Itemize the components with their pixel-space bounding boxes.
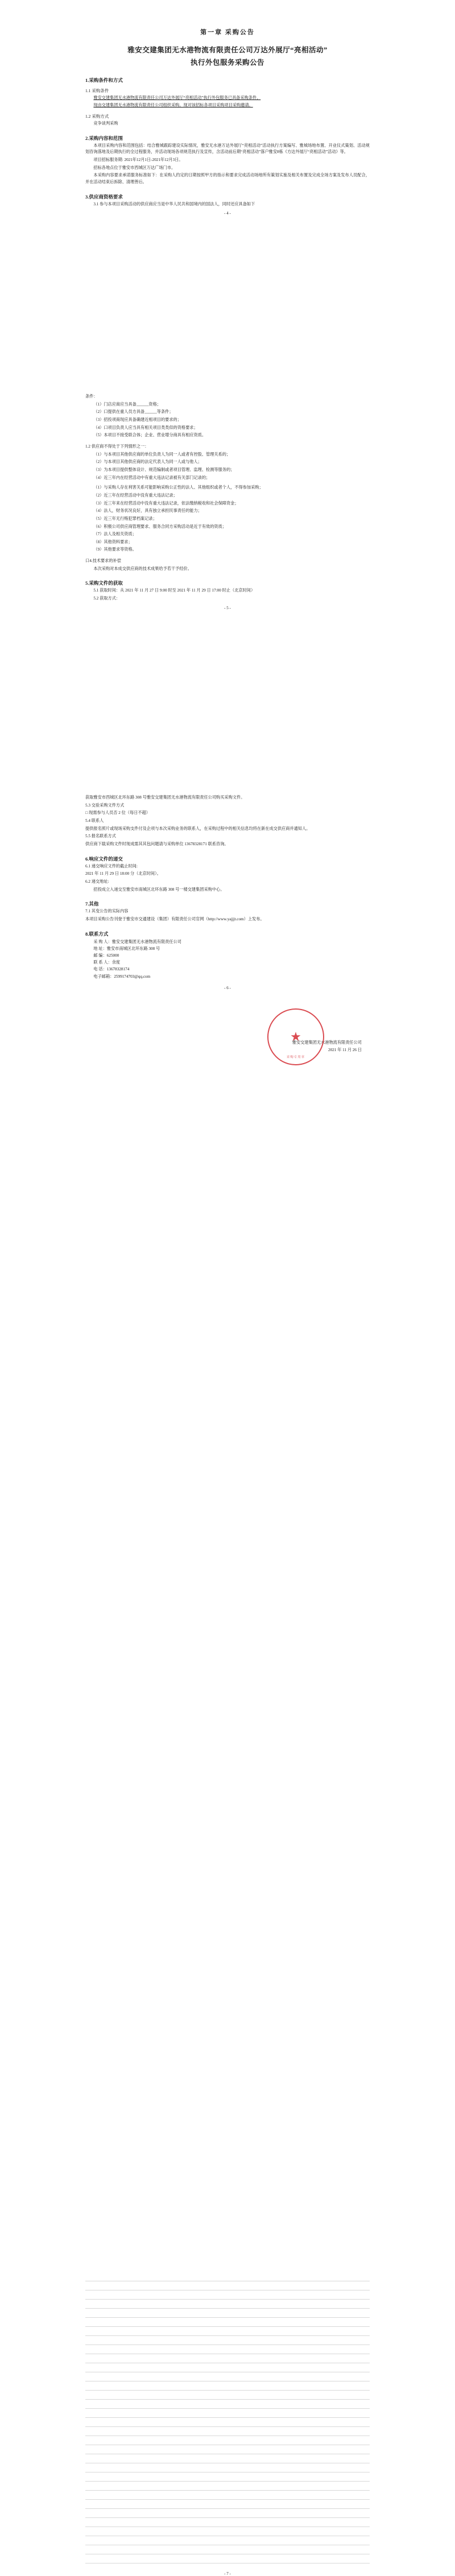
main-title — [85, 44, 370, 69]
exclusion-item-3: （3）为本项目提供整体设计、规范编制或者项目管理、监理、检测等服务的； — [93, 467, 235, 472]
registration-contact-heading: 5.5 报名联系方式 — [85, 834, 116, 839]
contact-person: 联 系 人：余度 — [93, 960, 121, 965]
condition-item-2: （2）口提供在重人员方具备______等条件； — [93, 410, 173, 415]
signature-org: 雅安交建集团无水港物流有限责任公司 — [292, 1040, 362, 1045]
ruled-line — [85, 2281, 370, 2290]
deadline-label: 6.1 递交响应文件的截止时间: — [85, 863, 138, 869]
ruled-line — [85, 2500, 370, 2509]
attendee-limit: □ 现需参与人员否 2 位（每日不超） — [85, 811, 150, 816]
section-heading-3: 3.供应商资格要求 — [85, 193, 123, 200]
page-number-3: - 6 - — [224, 985, 231, 990]
page-three — [85, 793, 370, 1059]
ruled-line — [85, 2509, 370, 2518]
main-title-line-2: 执行外包服务采购公告 — [190, 58, 264, 67]
registration-contact-note: 供应商下载采购文件时现成需其其包问题请与采购单位 13678328171 联系咨询。 — [85, 841, 229, 846]
signature-date: 2021 年 11 月 26 日 — [328, 1047, 362, 1052]
ruled-line — [85, 2336, 370, 2345]
chapter-title: 第一章 采购公告 — [200, 29, 255, 36]
subsection-1-2: 1.2 采购方式 — [85, 114, 109, 119]
ruled-line — [85, 2345, 370, 2354]
ruled-line — [85, 2554, 370, 2563]
qualification-item-4: （4）法人，财务状况良好，具有独立承担民事责任的能力； — [93, 508, 202, 514]
ruled-line — [85, 2454, 370, 2463]
qualification-item-8: （8）其他资料要求； — [93, 539, 133, 544]
official-seal — [267, 1008, 324, 1065]
contact-person-heading: 5.4 联系人 — [85, 818, 104, 823]
qualification-item-1: （1）与采购人存在利害关系可能影响采购公正性的法人、其他组织或者个人，不得参加采购； — [93, 485, 263, 490]
seal-star-icon: ★ — [290, 1029, 301, 1044]
page-number-2: - 5 - — [224, 605, 231, 610]
seal-bottom-text: 采购专用章 — [286, 1055, 305, 1059]
ruled-line — [85, 2372, 370, 2381]
ruled-line — [85, 2309, 370, 2318]
ruled-line — [85, 2354, 370, 2363]
submission-address-value: 招投成立入递交至雅安市南城区北环东路 308 号一楼交建集团采购中心。 — [93, 887, 225, 892]
ruled-line — [85, 2436, 370, 2445]
condition-item-1: （1）门店应商应当具备______资格； — [93, 402, 161, 407]
ruled-line — [85, 2363, 370, 2372]
ruled-line — [85, 2518, 370, 2527]
technical-requirement-heading: 口4.技术要求的补偿 — [85, 559, 121, 564]
contact-postcode: 邮 编：625000 — [93, 953, 119, 958]
condition-item-4: （4）口项目负责人应当具有相关项目类类似的资格要求； — [93, 425, 198, 430]
page-number-4: - 7 - — [224, 2571, 231, 2576]
section-heading-5: 5.采购文件的获取 — [85, 580, 123, 586]
acquisition-method: 5.2 获取方式： — [93, 596, 121, 601]
page-one — [85, 0, 370, 216]
qualification-item-5: （5）近三年无行贿犯罪档案记录； — [93, 516, 157, 521]
page-four-ruled — [85, 2272, 370, 2576]
paragraph-2-c: 招标各地点位于雅安市西城区万达广场门市。 — [93, 165, 176, 170]
ruled-line — [85, 2327, 370, 2336]
contact-address: 地 址：雅安市南城区北环东路 308 号 — [93, 946, 160, 951]
ruled-line — [85, 2427, 370, 2436]
contact-phone: 电 话：13678328174 — [93, 967, 130, 972]
page-two — [85, 392, 370, 610]
contact-email: 电子邮箱：2599174703@qq.com — [93, 974, 151, 979]
ruled-line — [85, 2472, 370, 2482]
condition-item-5: （5）本项目不接受联合体；企业、营业增分商具有相应资质。 — [93, 433, 206, 438]
ruled-line — [85, 2545, 370, 2554]
paragraph-1-1-a: 雅安交建集团无水港物流有限责任公司万达外展厅“亮相活动”执行外包服务已具备采购条件， — [93, 95, 261, 100]
announcement-label: 7.1 其变公告的实际内容 — [85, 909, 129, 914]
page-number-1: - 4 - — [224, 211, 231, 216]
contact-person-note: 提供报名照片或现场采购支件付及企项与本次采购业务的联系人，在采购过程中的相关信息均将在新在成交供应商并通知人。 — [85, 826, 311, 831]
submission-address-label: 6.2 递交地址: — [85, 879, 109, 884]
ruled-line — [85, 2418, 370, 2427]
paragraph-2-b: 项目招标服务期: 2021年12月1日-2021年12月3日。 — [93, 158, 183, 163]
acquisition-location: 获取雅安市西城区北环东路 308 号雅安交建集团无水港物流有限责任公司购买采购文件。 — [85, 795, 245, 800]
ruled-line — [85, 2400, 370, 2409]
ruled-line — [85, 2272, 370, 2281]
paragraph-1-1-b: 现由交建集团无水港物流有限责任公司组织采购。现对该招标各项目采购项目采购邀请。 — [93, 103, 253, 108]
technical-requirement-text: 本次采购对本成交供应商的技术成果给予若干予经价。 — [93, 566, 192, 571]
ruled-line — [85, 2445, 370, 2454]
exclusion-item-1: （1）与本项目其他供应商的单位负责人为同一人或者有控股、管理关系的； — [93, 452, 231, 457]
exclusion-item-4: （4）近三年内在经营活动中有重大违法记录被有关部门记录的； — [93, 475, 210, 480]
contact-purchaser: 采 购 人：雅安交建集团无水港物流有限责任公司 — [93, 939, 181, 944]
paragraph-3-a: 3.1 参与本项目采购活动的供应商应当是中华人民共和国境内的国法人，同时还应具备如下 — [93, 201, 255, 206]
deadline-value: 2021 年 11 月 29 日 18:00 分（北京时间）。 — [85, 871, 161, 876]
section-heading-8: 8.联系方式 — [85, 931, 109, 937]
section-heading-7: 7.其他 — [85, 901, 99, 907]
ruled-line — [85, 2318, 370, 2327]
signature-block — [85, 1029, 370, 1059]
ruled-line — [85, 2527, 370, 2536]
ruled-line — [85, 2491, 370, 2500]
main-title-line-1: 雅安交建集团无水港物流有限责任公司万达外展厅“亮相活动” — [127, 46, 328, 54]
qualification-item-2: （2）近三年在经营活动中没有重大违法记录； — [93, 493, 177, 498]
ruled-line — [85, 2536, 370, 2545]
qualification-item-9: （9）其他要求等资格。 — [93, 547, 136, 552]
qualification-item-6: （6）积极公司供应商管理要求、服务合同方采购活动是近于有效的资质； — [93, 524, 226, 529]
qualification-item-7: （7）法人及相关资质； — [93, 532, 136, 537]
acquisition-time: 5.1 获取时间：从 2021 年 11 月 27 日 9:00 时至 2021 年 11 月 29 日 17:00 时止（北京时间） — [93, 588, 255, 593]
ruled-line — [85, 2381, 370, 2391]
paragraph-1-2-a: 竞争谈判采购 — [93, 121, 118, 126]
submission-method-heading: 5.3 交验采购文件方式 — [85, 803, 125, 808]
ruled-line — [85, 2391, 370, 2400]
announcement-website: 本项目采购公告刊登于雅安市交通建设（集团）有限责任公司官网（http://www.yajjjt.com）上发布。 — [85, 916, 264, 921]
paragraph-2-d: 本采购内容要求承诺服务标准如下：在采购人约定的日期按照甲方的指示和要求完成活动场地所有策划实施及相关布置及完成全场方案及发布人员配合，并在活动结束后拆除、清理善后。 — [85, 173, 370, 184]
subsection-1-2-heading: 1.2 供应商不得处于下列情形之一： — [85, 444, 149, 449]
condition-intro: 条件： — [85, 394, 98, 399]
section-heading-2: 2.采购内容和范围 — [85, 135, 123, 141]
ruled-line — [85, 2300, 370, 2309]
ruled-line — [85, 2409, 370, 2418]
condition-item-3: （3）招投项商现应具备确建近相项目的要求的； — [93, 417, 181, 422]
exclusion-item-2: （2）与本项目其他供应商的法定代表人为同一人或与他人； — [93, 460, 202, 465]
qualification-item-3: （3）近三年来在经营活动中没有重大违法记录，依法缴纳税收和社会保障资金； — [93, 501, 239, 506]
ruled-line — [85, 2482, 370, 2491]
contact-block — [85, 938, 370, 980]
ruled-line — [85, 2290, 370, 2300]
paragraph-2-a: 本项目采购内容和范围包括：结合雅城跟踪建设实际情况，雅安无水港万达外展厅“亮相活动”活动执行方案编写、雅城场地布置、开业仪式策划、活动规划咨询落地及后期执行的全过程服务，并活动现场各项规范执行及宣传，含活动前后期“亮相活动”落户雅安8栋《方达外展厅“亮相活动”活动》等。 — [85, 143, 370, 155]
section-heading-1: 1.采购条件和方式 — [85, 77, 123, 83]
ruled-line — [85, 2463, 370, 2472]
section-heading-6: 6.响应文件的递交 — [85, 855, 123, 862]
subsection-1-1: 1.1 采购条件 — [85, 88, 109, 93]
